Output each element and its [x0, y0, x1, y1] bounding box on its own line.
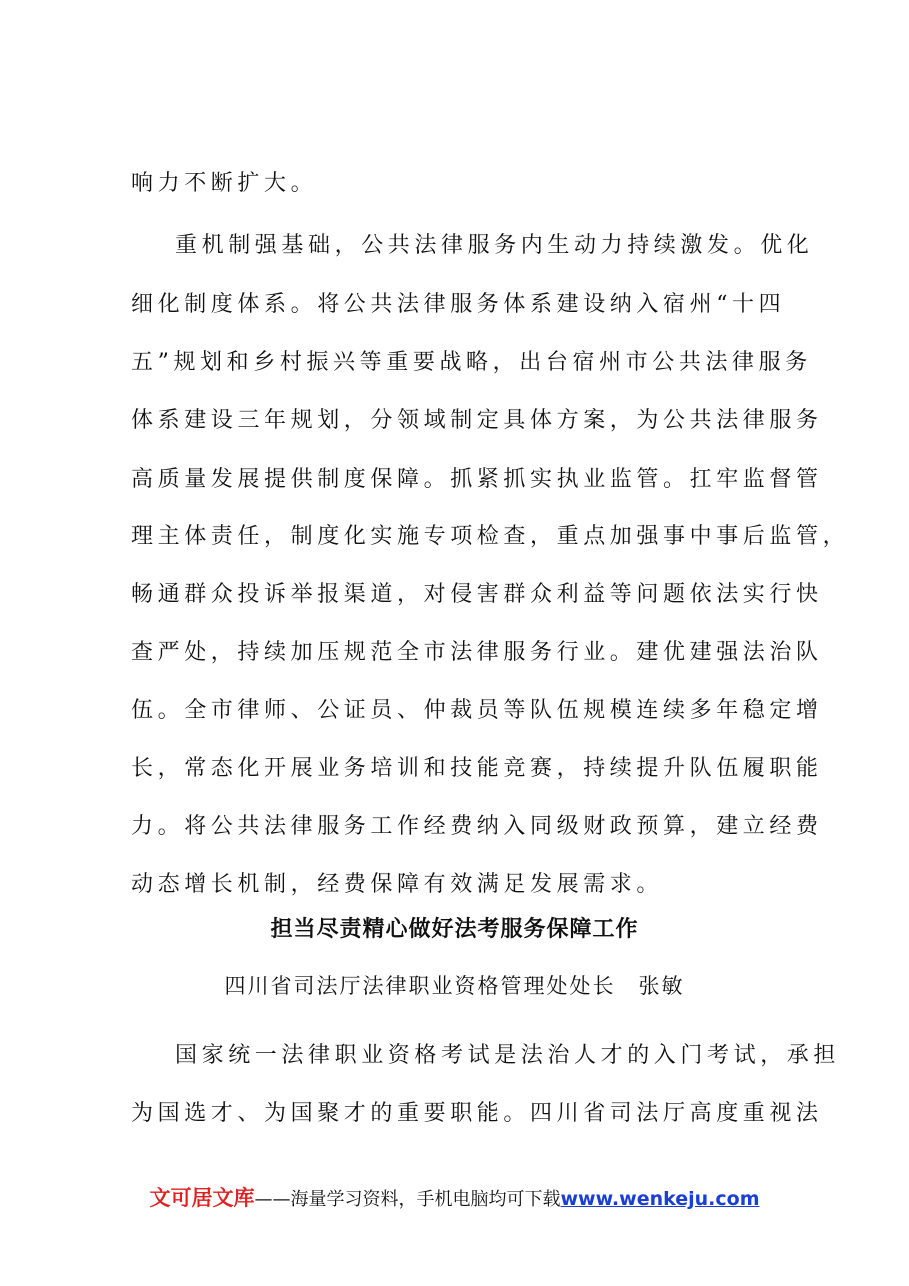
text-line: 畅通群众投诉举报渠道，对侵害群众利益等问题依法实行快 — [131, 582, 823, 607]
footer-brand: 文可居文库 — [149, 1186, 255, 1210]
article-byline: 四川省司法厅法律职业资格管理处处长 张敏 — [224, 974, 685, 998]
footer-slogan: ——海量学习资料，手机电脑均可下载 — [254, 1189, 561, 1210]
article-title: 担当尽责精心做好法考服务保障工作 — [270, 917, 639, 942]
text-line: 细化制度体系。将公共法律服务体系建设纳入宿州“十四 — [131, 292, 786, 317]
footer-banner — [0, 1182, 909, 1212]
text-line: 国家统一法律职业资格考试是法治人才的入门考试，承担 — [175, 1043, 841, 1068]
text-line: 响力不断扩大。 — [131, 171, 318, 196]
text-line: 为国选才、为国聚才的重要职能。四川省司法厅高度重视法 — [131, 1101, 823, 1126]
footer-site-link[interactable]: www.wenkeju.com — [560, 1188, 760, 1210]
text-line: 长，常态化开展业务培训和技能竞赛，持续提升队伍履职能 — [131, 756, 823, 781]
text-line: 动态增长机制，经费保障有效满足发展需求。 — [131, 872, 664, 897]
text-line: 理主体责任，制度化实施专项检查，重点加强事中事后监管， — [131, 524, 850, 549]
text-line: 力。将公共法律服务工作经费纳入同级财政预算，建立经费 — [131, 814, 823, 839]
text-line: 高质量发展提供制度保障。抓紧抓实执业监管。扛牢监督管 — [131, 467, 823, 492]
text-line: 五”规划和乡村振兴等重要战略，出台宿州市公共法律服务 — [131, 350, 812, 375]
text-line: 查严处，持续加压规范全市法律服务行业。建优建强法治队 — [131, 640, 823, 665]
text-line: 体系建设三年规划，分领域制定具体方案，为公共法律服务 — [131, 408, 823, 433]
text-line: 伍。全市律师、公证员、仲裁员等队伍规模连续多年稳定增 — [131, 698, 823, 723]
text-line: 重机制强基础，公共法律服务内生动力持续激发。优化 — [175, 233, 814, 258]
